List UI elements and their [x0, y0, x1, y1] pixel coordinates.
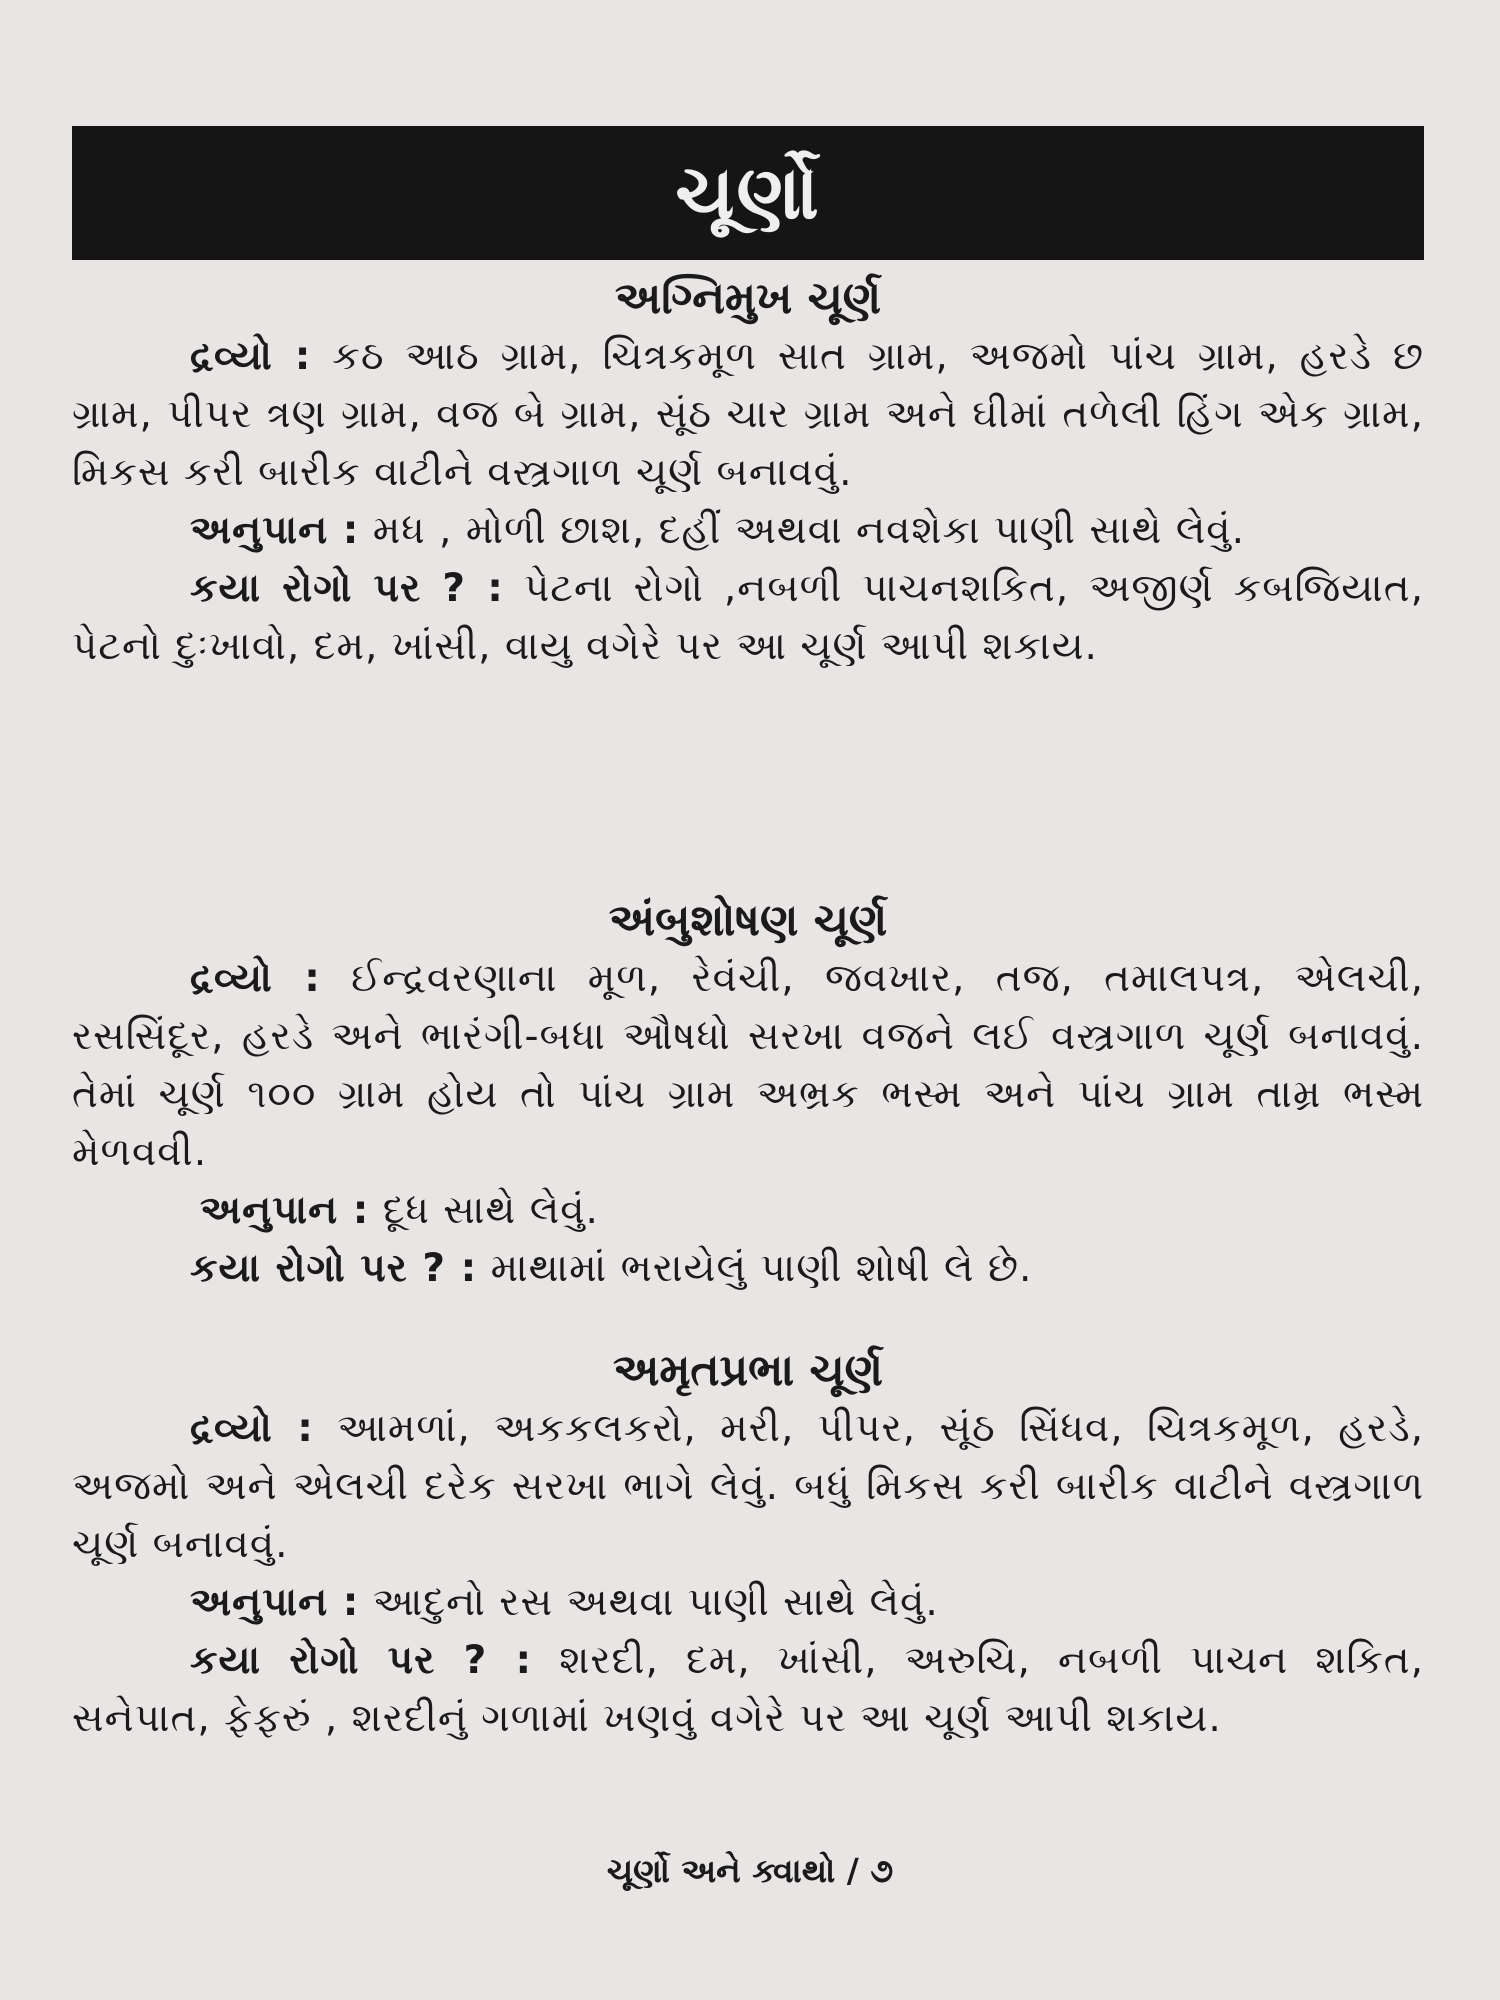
diseases-text: માથામાં ભરાયેલું પાણી શોષી લે છે.	[477, 1246, 1033, 1291]
anupan-text: દૂધ સાથે લેવું.	[369, 1188, 599, 1233]
section-amrutprabha-churna	[72, 1342, 1424, 1748]
anupan-label: અનુપાન :	[190, 508, 360, 553]
ingredients-text: ઈન્દ્રવરણાના મૂળ, રેવંચી, જવખાર, તજ, તમાલપત્ર, એલચી, રસસિંદૂર, હરડે અને ભારંગી-બધા ઔષધો સરખા વજને લઈ વસ્ત્રગાળ ચૂર્ણ બનાવવું. તેમાં ચૂર્ણ ૧૦૦ ગ્રામ હોય તો પાંચ ગ્રામ અભ્રક ભસ્મ અને પાંચ ગ્રામ તામ્ર ભસ્મ મેળવવી.	[72, 956, 1425, 1175]
anupan-label: અનુપાન :	[200, 1188, 370, 1233]
diseases-text: શરદી, દમ, ખાંસી, અરુચિ, નબળી પાચન શકિત, સનેપાત, ફેફરું , શરદીનું ગળામાં ખણવું વગેરે પર આ ચૂર્ણ આપી શકાય.	[72, 1638, 1425, 1741]
ingredients-paragraph	[72, 328, 1424, 502]
diseases-text: પેટના રોગો ,નબળી પાચનશકિત, અજીર્ણ કબજિયાત, પેટનો દુઃખાવો, દમ, ખાંસી, વાયુ વગેરે પર આ ચૂર્ણ આપી શકાય.	[72, 566, 1424, 669]
anupan-paragraph	[72, 502, 1424, 560]
ingredients-paragraph	[72, 950, 1424, 1182]
diseases-paragraph	[72, 560, 1424, 676]
ingredients-label: દ્રવ્યો :	[190, 334, 312, 379]
ingredients-label: દ્રવ્યો :	[190, 956, 321, 1001]
chapter-banner	[72, 126, 1424, 260]
anupan-paragraph	[72, 1574, 1424, 1632]
ingredients-text: આમળાં, અકકલકરો, મરી, પીપર, સૂંઠ સિંધવ, ચિત્રકમૂળ, હરડે, અજમો અને એલચી દરેક સરખા ભાગે લેવું. બધું મિકસ કરી બારીક વાટીને વસ્ત્રગાળ ચૂર્ણ બનાવવું.	[72, 1406, 1425, 1567]
diseases-label: કયા રોગો પર ? :	[190, 566, 504, 611]
diseases-paragraph	[72, 1240, 1424, 1298]
page-footer: ચૂર્ણો અને ક્વાથો / ૭	[606, 1851, 894, 1890]
diseases-label: કયા રોગો પર ? :	[190, 1246, 478, 1291]
ingredients-text: કઠ આઠ ગ્રામ, ચિત્રકમૂળ સાત ગ્રામ, અજમો પાંચ ગ્રામ, હરડે છ ગ્રામ, પીપર ત્રણ ગ્રામ, વજ બે ગ્રામ, સૂંઠ ચાર ગ્રામ અને ઘીમાં તળેલી હિંગ એક ગ્રામ, મિકસ કરી બારીક વાટીને વસ્ત્રગાળ ચૂર્ણ બનાવવું.	[72, 334, 1424, 495]
anupan-paragraph	[72, 1182, 1424, 1240]
ingredients-label: દ્રવ્યો :	[190, 1406, 314, 1451]
section-heading: અંબુશોષણ ચૂર્ણ	[608, 895, 888, 946]
section-heading: અગ્નિમુખ ચૂર્ણ	[614, 273, 882, 324]
anupan-text: મધ , મોળી છાશ, દહીં અથવા નવશેકા પાણી સાથે લેવું.	[359, 508, 1245, 553]
chapter-title: ચૂર્ણો	[675, 149, 821, 236]
anupan-text: આદુનો રસ અથવા પાણી સાથે લેવું.	[359, 1580, 939, 1625]
ingredients-paragraph	[72, 1400, 1424, 1574]
section-ambushoshan-churna	[72, 892, 1424, 1298]
diseases-label: કયા રોગો પર ? :	[190, 1638, 533, 1683]
anupan-label: અનુપાન :	[190, 1580, 360, 1625]
diseases-paragraph	[72, 1632, 1424, 1748]
section-heading: અમૃતપ્રભા ચૂર્ણ	[612, 1345, 884, 1396]
section-agnimukh-churna	[72, 270, 1424, 676]
